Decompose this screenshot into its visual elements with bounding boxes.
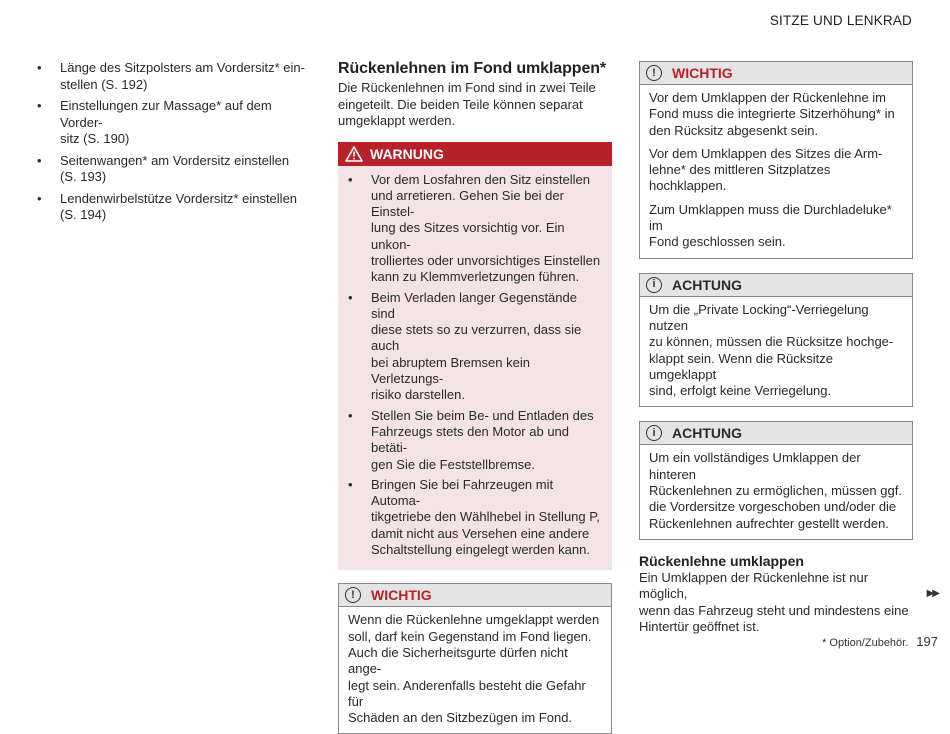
caution-header [640, 274, 912, 297]
subsection-text: Ein Umklappen der Rückenlehne ist nur möglich, wenn das Fahrzeug steht und mindestens eine Hintertür geöffnet ist. [639, 569, 909, 635]
section-title: Rückenlehnen im Fond umklappen* [338, 60, 607, 77]
important-text: Wenn die Rückenlehne umgeklappt werden soll, darf kein Gegenstand im Fond liegen. Auch die Sicherheitsgurte dürfen nicht ange- legt sein. Anderenfalls besteht die Gefahr für Schäden an den Sitzbezügen im Fond. [348, 612, 600, 726]
important-body [339, 607, 611, 733]
list-item: • Stellen Sie beim Be- und Entladen des Fahrzeugs stets den Motor ab und betäti- gen Sie die Feststellbremse. [347, 408, 604, 473]
warning-triangle-icon [345, 146, 363, 162]
list-item: • Bringen Sie bei Fahrzeugen mit Automa- tikgetriebe den Wählhebel in Stellung P, damit nicht aus Versehen eine andere Schaltstellung eingelegt werden kann. [347, 477, 604, 558]
important-paragraph: Zum Umklappen muss die Durchladeluke* im Fond geschlossen sein. [649, 201, 892, 250]
info-circle-icon: ! [345, 587, 361, 603]
page-number: 197 [916, 634, 938, 649]
caution-body [640, 445, 912, 538]
side-column [639, 61, 913, 636]
list-item-text: Länge des Sitzpolsters am Vordersitz* ein- stellen (S. 192) [60, 60, 305, 92]
info-circle-icon: ! [646, 65, 662, 81]
important-label: WICHTIG [672, 65, 733, 81]
warning-box [338, 142, 612, 571]
list-item[interactable] [36, 60, 306, 93]
important-header [640, 62, 912, 85]
list-item: • Beim Verladen langer Gegenstände sind diese stets so zu verzurren, dass sie auch bei abruptem Bremsen kein Verletzungs- risiko darstellen. [347, 290, 604, 404]
important-paragraph: Vor dem Umklappen der Rückenlehne im Fond muss die integrierte Sitzerhöhung* in den Rücksitz abgesenkt sein. [649, 90, 895, 138]
list-item[interactable] [36, 191, 306, 224]
intro-text: Die Rückenlehnen im Fond sind in zwei Teile eingeteilt. Die beiden Teile können separat umgeklappt werden. [338, 80, 596, 128]
caution-label: ACHTUNG [672, 276, 742, 293]
important-box [338, 583, 612, 734]
page-footer [822, 634, 938, 649]
caution-text: Um ein vollständiges Umklappen der hinteren Rückenlehnen zu ermöglichen, müssen ggf. die Vordersitze vorgeschoben und/oder die Rückenlehnen aufrechter gestellt werden. [649, 450, 902, 531]
list-item-text: Lendenwirbelstütze Vordersitz* einstellen (S. 194) [60, 190, 298, 222]
related-links-list [36, 60, 306, 224]
list-item[interactable] [36, 98, 306, 148]
list-item-text: Seitenwangen* am Vordersitz einstellen (S. 193) [60, 152, 290, 184]
warning-header [338, 142, 612, 166]
list-item: • Vor dem Losfahren den Sitz einstellen und arretieren. Gehen Sie bei der Einstel- lung des Sitzes vorsichtig vor. Ein unkon- trolliertes oder unvorsichtiges Einstellen kann zu Klemmverletzungen führen. [347, 172, 604, 286]
important-header [339, 584, 611, 607]
footnote: * Option/Zubehör. [822, 637, 909, 649]
related-links-column [36, 60, 306, 229]
caution-text: Um die „Private Locking“-Verriegelung nutzen zu können, müssen die Rücksitze hochge- klappt sein. Wenn die Rücksitze umgeklappt sind, erfolgt keine Verriegelung. [649, 301, 894, 399]
continue-arrows-icon: ▶▶ [926, 588, 938, 599]
warning-label: WARNUNG [370, 145, 444, 162]
important-body [640, 85, 912, 258]
important-paragraph: Vor dem Umklappen des Sitzes die Arm- lehne* des mittleren Sitzplatzes hochklappen. [649, 145, 883, 194]
list-item-text: Einstellungen zur Massage* auf dem Vorder- sitz (S. 190) [60, 98, 272, 146]
info-circle-icon: i [646, 425, 662, 441]
section-header: SITZE UND LENKRAD [769, 13, 912, 28]
caution-header [640, 422, 912, 445]
info-circle-icon: i [646, 277, 662, 293]
list-item[interactable] [36, 153, 306, 186]
caution-body [640, 297, 912, 407]
subsection-title: Rückenlehne umklappen [639, 552, 804, 569]
main-column [338, 59, 612, 734]
caution-label: ACHTUNG [672, 425, 742, 442]
warning-list [338, 166, 612, 571]
important-label: WICHTIG [371, 587, 432, 604]
caution-box [639, 273, 913, 408]
important-box [639, 61, 913, 259]
caution-box [639, 421, 913, 539]
